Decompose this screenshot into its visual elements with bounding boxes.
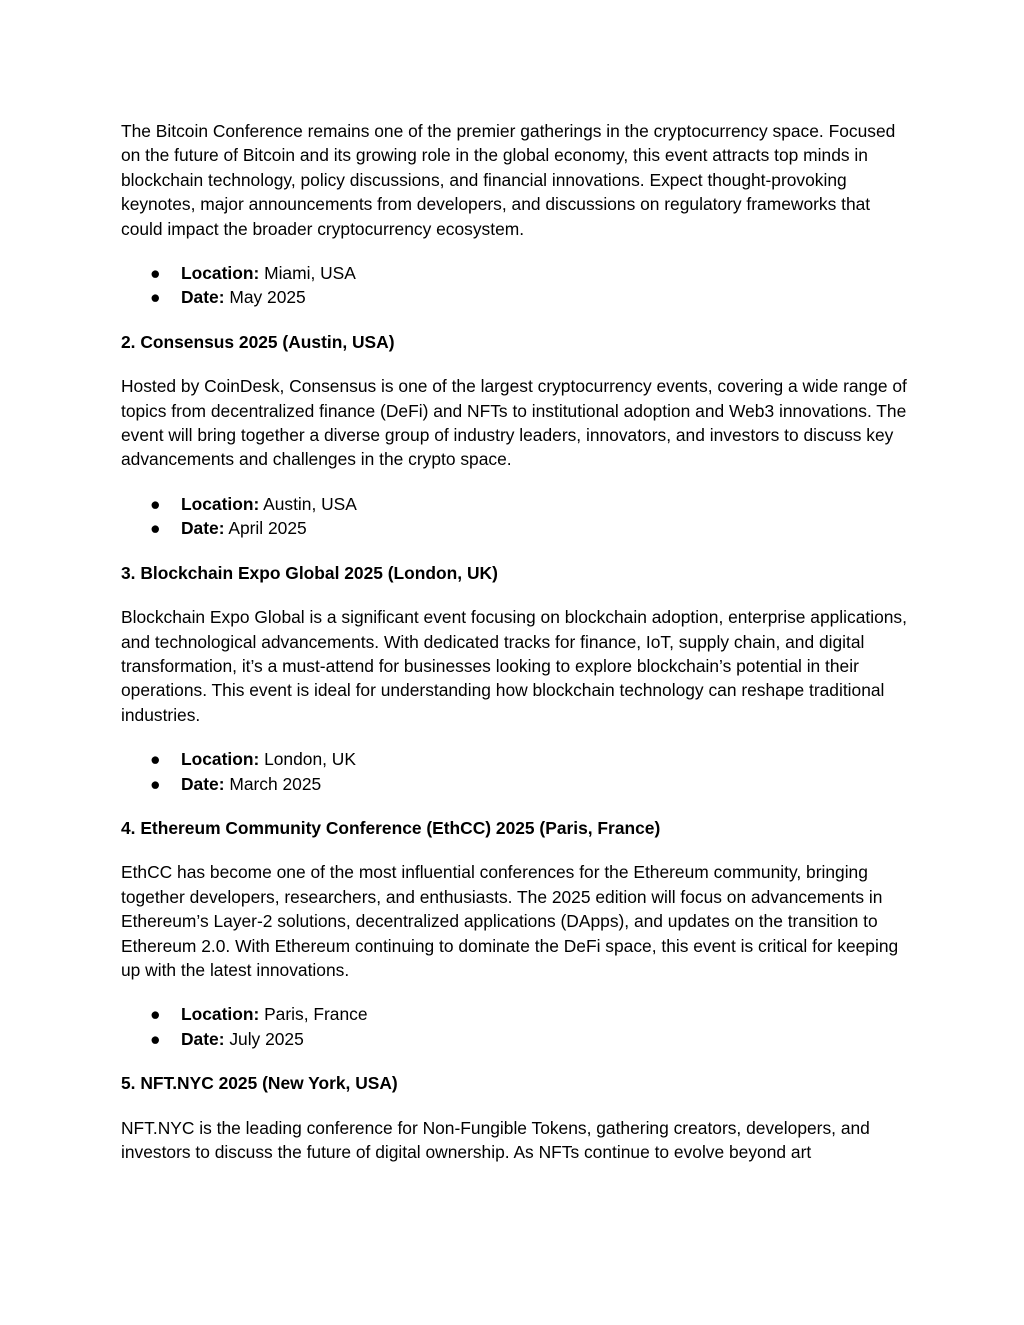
date-label: Date:	[181, 287, 225, 308]
location-value: Paris, France	[259, 1004, 368, 1025]
date-value: May 2025	[224, 287, 306, 308]
date-item	[121, 1027, 911, 1051]
event-details	[121, 1002, 911, 1051]
bitcoin-conference-description: The Bitcoin Conference remains one of the premier gatherings in the cryptocurrency space. Focused on the future of Bitcoin and its growing role in the global economy, this event attracts top minds in blockchain technology, policy discussions, and financial innovations. Expect thought-provoking keynotes, major announcements from developers, and discussions on regulatory frameworks that could impact the broader cryptocurrency ecosystem.	[121, 121, 896, 239]
location-label: Location:	[181, 749, 260, 770]
date-item	[121, 285, 911, 309]
date-label: Date:	[181, 773, 225, 794]
bullet-icon: ●	[150, 518, 161, 539]
location-value: London, UK	[259, 749, 356, 770]
event-heading: 2. Consensus 2025 (Austin, USA)	[121, 331, 395, 352]
date-item	[121, 772, 911, 796]
bullet-icon: ●	[150, 1028, 161, 1049]
event-details	[121, 492, 911, 541]
bullet-icon: ●	[150, 493, 161, 514]
event-description: EthCC has become one of the most influential conferences for the Ethereum community, bringing together developers, researchers, and enthusiasts. The 2025 edition will focus on advancements in Ethereum’s Layer-2 solutions, decentralized applications (DApps), and updates on the transition to Ethereum 2.0. With Ethereum continuing to dominate the DeFi space, this event is critical for keeping up with the latest innovations.	[121, 862, 899, 980]
date-label: Date:	[181, 518, 225, 539]
bullet-icon: ●	[150, 749, 161, 770]
date-item	[121, 516, 911, 540]
location-value: Austin, USA	[259, 493, 357, 514]
date-label: Date:	[181, 1028, 225, 1049]
event-heading: 3. Blockchain Expo Global 2025 (London, UK)	[121, 562, 498, 583]
event-description: Hosted by CoinDesk, Consensus is one of the largest cryptocurrency events, covering a wide range of topics from decentralized finance (DeFi) and NFTs to institutional adoption and Web3 innovations. The event will bring together a diverse group of industry leaders, innovators, and investors to discuss key advancements and challenges in the crypto space.	[121, 376, 907, 470]
bullet-icon: ●	[150, 263, 161, 284]
date-value: March 2025	[224, 773, 322, 794]
document-page	[121, 119, 911, 1164]
event-heading: 5. NFT.NYC 2025 (New York, USA)	[121, 1073, 398, 1094]
event-description: Blockchain Expo Global is a significant event focusing on blockchain adoption, enterprise applications, and technological advancements. With dedicated tracks for finance, IoT, supply chain, and digital transformation, it’s a must-attend for businesses looking to explore blockchain’s potential in their operations. This event is ideal for understanding how blockchain technology can reshape traditional industries.	[121, 607, 907, 725]
location-label: Location:	[181, 1004, 260, 1025]
location-value: Miami, USA	[259, 263, 356, 284]
date-value: April 2025	[224, 518, 307, 539]
bullet-icon: ●	[150, 1004, 161, 1025]
date-value: July 2025	[224, 1028, 304, 1049]
bitcoin-conference-details	[121, 261, 911, 310]
bullet-icon: ●	[150, 287, 161, 308]
location-item	[121, 747, 911, 771]
location-item	[121, 1002, 911, 1026]
event-description: NFT.NYC is the leading conference for Non-Fungible Tokens, gathering creators, developers, and investors to discuss the future of digital ownership. As NFTs continue to evolve beyond art	[121, 1117, 870, 1162]
bullet-icon: ●	[150, 773, 161, 794]
location-label: Location:	[181, 263, 260, 284]
location-label: Location:	[181, 493, 260, 514]
location-item	[121, 492, 911, 516]
event-details	[121, 747, 911, 796]
location-item	[121, 261, 911, 285]
event-heading: 4. Ethereum Community Conference (EthCC) 2025 (Paris, France)	[121, 817, 661, 838]
